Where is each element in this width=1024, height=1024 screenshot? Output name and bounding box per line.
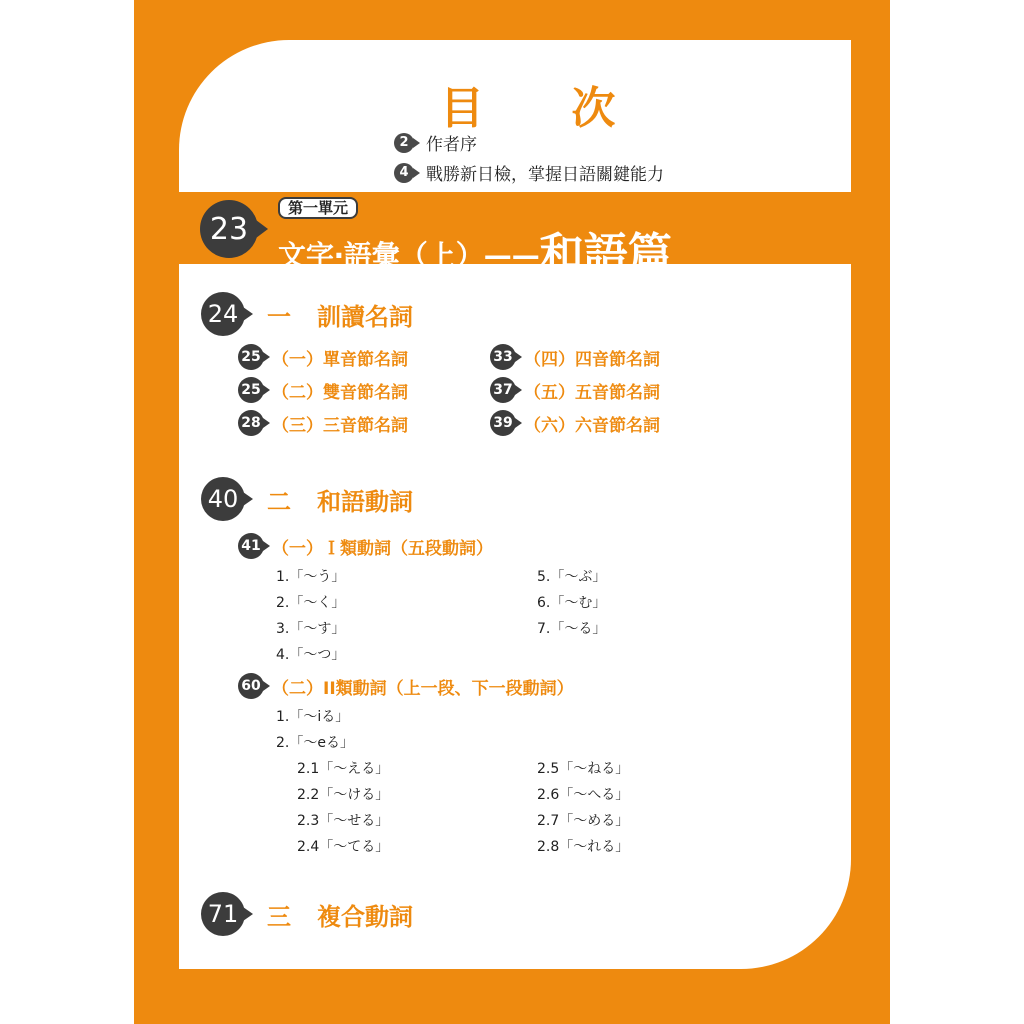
page-badge: 40 xyxy=(201,477,245,521)
page-badge: 71 xyxy=(201,892,245,936)
page-badge: 25 xyxy=(238,344,264,370)
list-subitem: 2.7「～める」 xyxy=(537,813,630,829)
list-subitem: 2.1「～える」 xyxy=(297,761,390,777)
page-badge: 60 xyxy=(238,673,264,699)
list-item: 3.「～す」 xyxy=(276,621,346,637)
list-item: 1.「～う」 xyxy=(276,569,346,585)
list-item: 4.「～つ」 xyxy=(276,647,346,663)
subsection-entry[interactable]: 60 （二）II類動詞（上一段、下一段動詞） xyxy=(238,673,574,699)
list-subitem: 2.6「～へる」 xyxy=(537,787,630,803)
list-subitem: 2.3「～せる」 xyxy=(297,813,390,829)
list-subitem: 2.8「～れる」 xyxy=(537,839,630,855)
section-heading[interactable]: 71 三 複合動詞 xyxy=(201,892,413,936)
list-item: 7.「～る」 xyxy=(537,621,607,637)
section-heading[interactable]: 40 二 和語動詞 xyxy=(201,477,413,521)
preface-label: 戰勝新日檢，掌握日語關鍵能力 xyxy=(426,165,664,185)
section-heading[interactable]: 24 一 訓讀名詞 xyxy=(201,292,413,336)
page-badge: 33 xyxy=(490,344,516,370)
preface-label: 作者序 xyxy=(426,135,477,155)
preface-entry[interactable] xyxy=(394,160,664,185)
subsection-entry[interactable]: 37 （五）五音節名詞 xyxy=(490,377,660,403)
page-title: 目 次 xyxy=(440,83,652,134)
unit-title-emphasis: 和語篇 xyxy=(539,229,672,280)
list-item: 2.「～く」 xyxy=(276,595,346,611)
list-subitem: 2.4「～てる」 xyxy=(297,839,390,855)
list-subitem: 2.5「～ねる」 xyxy=(537,761,630,777)
list-item: 1.「～iる」 xyxy=(276,709,350,725)
list-item: 6.「～む」 xyxy=(537,595,607,611)
page-badge: 41 xyxy=(238,533,264,559)
subsection-entry[interactable]: 25 （一）單音節名詞 xyxy=(238,344,408,370)
page-badge: 37 xyxy=(490,377,516,403)
page-badge: 24 xyxy=(201,292,245,336)
page-badge: 25 xyxy=(238,377,264,403)
unit-title[interactable]: 文字‧語彙（上）——和語篇 xyxy=(278,229,672,280)
subsection-entry[interactable]: 25 （二）雙音節名詞 xyxy=(238,377,408,403)
subsection-entry[interactable]: 41 （一）Ｉ類動詞（五段動詞） xyxy=(238,533,493,559)
unit-label: 第一單元 xyxy=(278,197,358,219)
preface-entry[interactable] xyxy=(394,130,477,155)
unit-page-badge: 23 xyxy=(200,200,268,258)
page-badge: 28 xyxy=(238,410,264,436)
subsection-entry[interactable]: 33 （四）四音節名詞 xyxy=(490,344,660,370)
subsection-entry[interactable]: 39 （六）六音節名詞 xyxy=(490,410,660,436)
subsection-entry[interactable]: 28 （三）三音節名詞 xyxy=(238,410,408,436)
page-badge: 39 xyxy=(490,410,516,436)
list-subitem: 2.2「～ける」 xyxy=(297,787,390,803)
page-badge: 4 xyxy=(394,163,426,183)
list-item: 2.「～eる」 xyxy=(276,735,354,751)
list-item: 5.「～ぶ」 xyxy=(537,569,607,585)
page-badge: 2 xyxy=(394,133,426,153)
